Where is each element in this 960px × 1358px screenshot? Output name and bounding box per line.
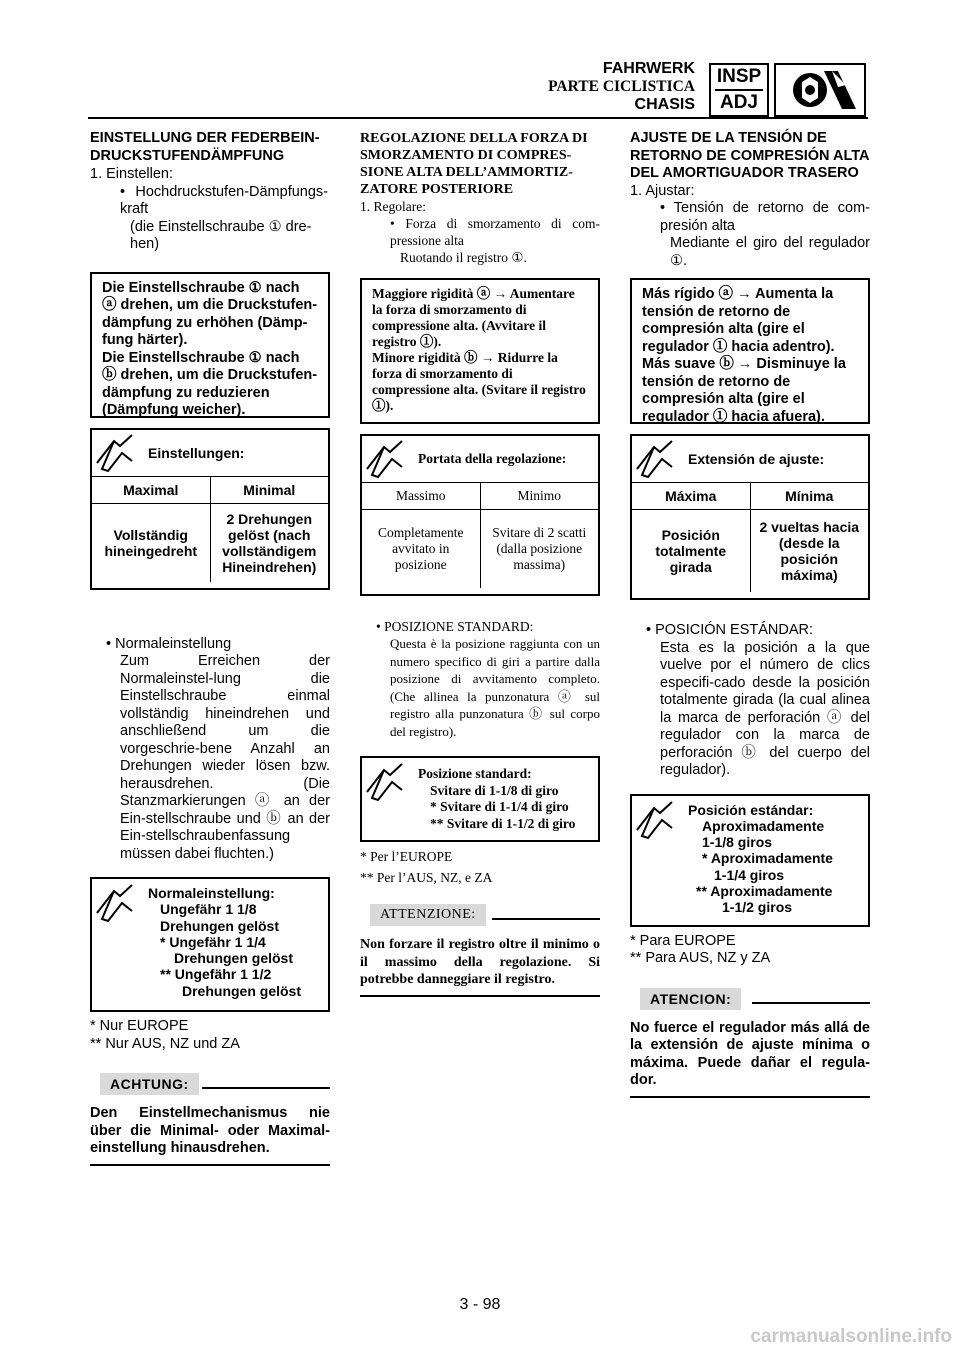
range-title-de: Einstellungen:	[148, 444, 245, 461]
val-min-es: 2 vueltas hacia (desde la posición máxima)	[750, 510, 868, 593]
std-line-es: * Aproximadamente	[702, 850, 833, 867]
direction-softer-es: Más suave ⓑ → Disminuye la tensión de retorno de compresión alta (gire el regulador ① hacia afuera).	[642, 356, 846, 425]
std-text-de: Zum Erreichen der Normaleinstel-lung die Einstellschraube einmal vollständig hineindrehen und anschließend um die vorgeschrie-bene Anzahl an Drehungen wieder lösen bzw. herausdrehen. (Die Stanzmarkierungen ⓐ an der Ein-stellschraube und ⓑ an der Ein-stellschraubenfassung müssen dabei fluchten.)	[120, 653, 330, 862]
range-table-it	[360, 434, 600, 596]
caution-text-it: Non forzare il registro oltre il minimo o il massimo della regolazione. Si potrebbe danneggiare il registro.	[360, 937, 600, 987]
std-line-es: 1-1/4 giros	[714, 866, 785, 883]
range-table-es	[630, 434, 870, 600]
caution-header-it	[360, 904, 600, 930]
column-italian	[360, 130, 600, 997]
std-line-de: * Ungefähr 1 1/4	[160, 933, 266, 950]
val-min-it: Svitare di 2 scatti (dalla posizione massima)	[480, 510, 598, 589]
val-min-de: 2 Drehungen gelöst (nach vollständigem Hineindrehen)	[210, 503, 328, 582]
std-line-it: Svitare di 1-1/8 di giro	[430, 782, 559, 798]
std-setting-box-it	[360, 756, 600, 842]
bullet-it: • Forza di smorzamento di com-pressione alta	[390, 216, 600, 248]
bullet-detail-de: (die Einstellschraube ① dre-hen)	[130, 218, 312, 252]
adjust-direction-box-de	[90, 272, 330, 418]
section-header	[480, 60, 695, 114]
adjust-direction-box-es	[630, 278, 870, 424]
caution-header-es	[630, 988, 870, 1014]
std-title-it: Posizione standard:	[418, 766, 532, 781]
caution-label-it: ATTENZIONE:	[370, 904, 486, 926]
wrench-spec-icon	[632, 798, 682, 842]
badge-top-text: INSP	[715, 65, 763, 91]
range-title-it: Portata della regolazione:	[418, 451, 567, 466]
adjust-direction-box-it	[360, 278, 600, 424]
page-number: 3 - 98	[459, 1296, 501, 1313]
caution-label-de: ACHTUNG:	[100, 1073, 199, 1095]
direction-softer-it: Minore rigidità ⓑ → Ridurre la forza di smorzamento di compressione alta. (Svitare il registro ①).	[372, 350, 586, 413]
step-it: 1. Regolare:	[360, 199, 426, 214]
note2-es: ** Para AUS, NZ y ZA	[630, 950, 771, 966]
val-max-de: Vollständig hineingedreht	[92, 503, 210, 582]
std-setting-box-de	[90, 877, 330, 1012]
std-text-it: Questa è la posizione raggiunta con un numero specifico di giri a partire dalla posizione di avvitamento completo. (Che allinea la punzonatura ⓐ sul registro alla punzonatura ⓑ sul corpo del registro).	[390, 636, 600, 739]
note1-it: * Per l’EUROPE	[360, 849, 453, 864]
col-max-es: Máxima	[632, 483, 750, 510]
std-line-es: Aproximadamente	[702, 817, 825, 834]
heading-it: REGOLAZIONE DELLA FORZA DI SMORZAMENTO DI COMPRES-SIONE ALTA DELL’AMMORTIZ-ZATORE POSTERIORE	[360, 131, 588, 197]
caution-label-es: ATENCION:	[640, 988, 741, 1010]
col-min-es: Mínima	[750, 483, 868, 510]
direction-softer-de: Die Einstellschraube ① nach ⓑ drehen, um die Druckstufen-dämpfung zu reduzieren (Dämpfung weicher).	[102, 349, 318, 418]
wrench-spec-icon	[362, 437, 412, 481]
header-title-it: PARTE CICLISTICA	[548, 78, 695, 95]
wrench-tool-icon	[774, 63, 866, 117]
direction-harder-de: Die Einstellschraube ① nach ⓐ drehen, um die Druckstufen-dämpfung zu erhöhen (Dämp-fung härter).	[102, 279, 318, 348]
caution-text-de: Den Einstellmechanismus nie über die Minimal- oder Maximal-einstellung hinausdrehen.	[90, 1105, 330, 1156]
direction-harder-it: Maggiore rigidità ⓐ → Aumentare la forza di smorzamento di compressione alta. (Avvitare il registro ①).	[372, 286, 575, 349]
val-max-it: Completamente avvitato in posizione	[362, 510, 480, 589]
wrench-spec-icon	[362, 760, 412, 804]
wrench-spec-icon	[92, 431, 142, 475]
range-table-de	[90, 428, 330, 590]
header-rule	[88, 117, 868, 119]
std-line-es: ** Aproximadamente	[696, 882, 833, 899]
caution-header-de	[90, 1073, 330, 1099]
std-title-de: Normaleinstellung:	[148, 885, 275, 901]
col-min-de: Minimal	[210, 476, 328, 503]
heading-de: EINSTELLUNG DER FEDERBEIN-DRUCKSTUFENDÄMPFUNG	[90, 130, 320, 164]
col-max-de: Maximal	[92, 476, 210, 503]
std-line-de: Ungefähr 1 1/8	[160, 901, 257, 918]
column-german	[90, 130, 330, 1166]
note2-it: ** Per l’AUS, NZ, e ZA	[360, 870, 493, 885]
bullet-es: • Tensión de retorno de com-presión alta	[660, 200, 870, 234]
insp-adj-badge	[709, 63, 769, 117]
wrench-spec-icon	[632, 437, 682, 481]
col-min-it: Minimo	[480, 483, 598, 510]
bullet-detail-it: Ruotando il registro ①.	[400, 250, 527, 265]
std-setting-box-es	[630, 794, 870, 927]
val-max-es: Posición totalmente girada	[632, 510, 750, 593]
std-line-es: 1-1/2 giros	[722, 899, 793, 916]
step-de: 1. Einstellen:	[90, 166, 174, 182]
std-bullet-it: • POSIZIONE STANDARD:	[376, 619, 534, 634]
std-line-es: 1-1/8 giros	[702, 834, 773, 851]
watermark: carmanualsonline.info	[750, 1326, 952, 1347]
std-line-de: Drehungen gelöst	[160, 917, 280, 934]
std-bullet-de: • Normaleinstellung	[106, 635, 232, 652]
step-es: 1. Ajustar:	[630, 182, 695, 199]
std-line-de: ** Ungefähr 1 1/2	[160, 966, 272, 983]
column-spanish	[630, 130, 870, 1098]
direction-harder-es: Más rígido ⓐ → Aumenta la tensión de retorno de compresión alta (gire el regulador ① hacia adentro).	[642, 286, 835, 355]
std-title-es: Posición estándar:	[688, 801, 814, 818]
std-line-it: ** Svitare di 1-1/2 di giro	[430, 815, 576, 831]
header-title-es: CHASIS	[634, 96, 695, 113]
note1-es: * Para EUROPE	[630, 932, 736, 949]
heading-es: AJUSTE DE LA TENSIÓN DE RETORNO DE COMPRESIÓN ALTA DEL AMORTIGUADOR TRASERO	[630, 130, 869, 181]
note1-de: * Nur EUROPE	[90, 1018, 189, 1034]
std-line-de: Drehungen gelöst	[174, 950, 294, 967]
badge-bottom-text: ADJ	[719, 92, 758, 113]
std-line-de: Drehungen gelöst	[182, 982, 302, 999]
wrench-spec-icon	[92, 881, 142, 925]
bullet-de: • Hochdruckstufen-Dämpfungs-kraft	[120, 183, 328, 217]
std-line-it: * Svitare di 1-1/4 di giro	[430, 799, 569, 814]
std-text-es: Esta es la posición a la que vuelve por el número de clics especifi-cado desde la posición totalmente girada (la cual alinea la marca de perforación ⓐ del regulador con la marca de perforación ⓑ del cuerpo del regulador).	[660, 639, 870, 778]
caution-text-es: No fuerce el regulador más allá de la extensión de ajuste mínima o máxima. Puede dañar el regula-dor.	[630, 1019, 870, 1088]
std-bullet-es: • POSICIÓN ESTÁNDAR:	[646, 622, 814, 638]
range-title-es: Extensión de ajuste:	[688, 451, 825, 467]
note2-de: ** Nur AUS, NZ und ZA	[90, 1035, 240, 1052]
col-max-it: Massimo	[362, 483, 480, 510]
bullet-detail-es: Mediante el giro del regulador ①.	[670, 235, 870, 269]
header-title-de: FAHRWERK	[602, 60, 695, 77]
